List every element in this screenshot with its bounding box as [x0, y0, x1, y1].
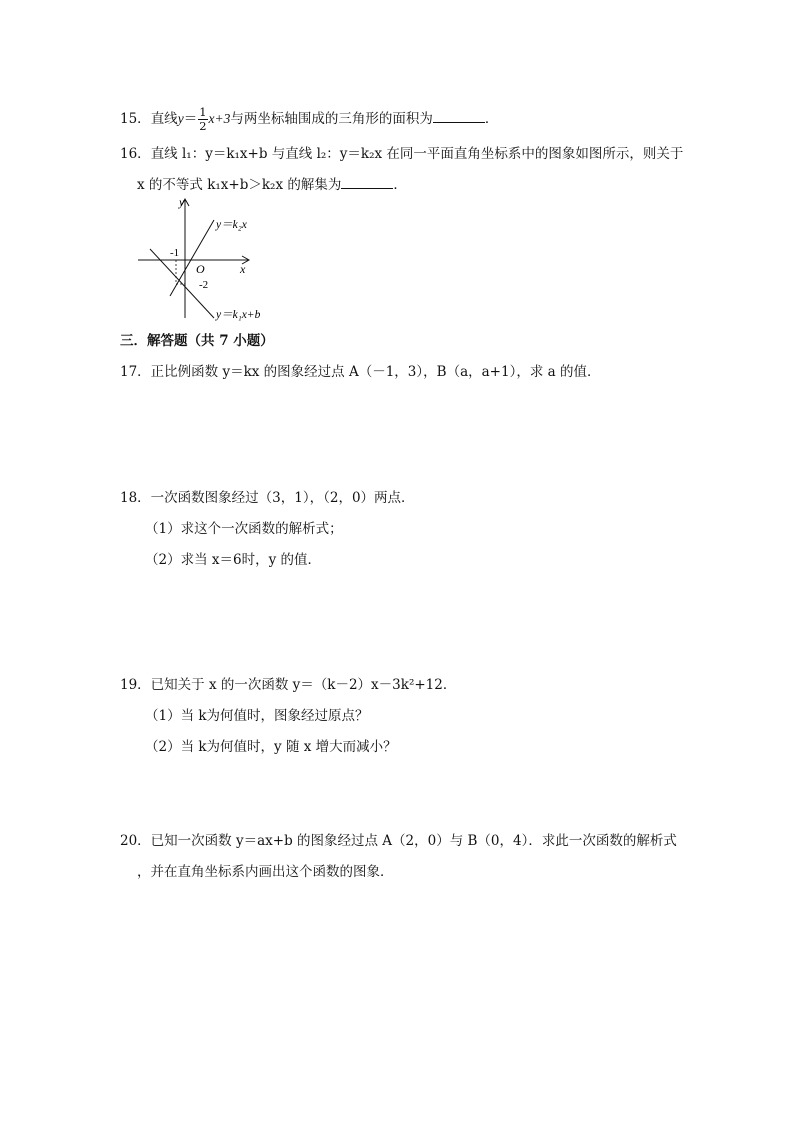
y-axis-label: y: [179, 195, 185, 209]
q16-line-2-end: ．: [393, 177, 407, 193]
q15-end: ．: [484, 111, 499, 127]
question-16-line-1: [120, 145, 683, 163]
question-18-part-2: （2）求当 x＝6时，y 的值．: [145, 552, 322, 568]
question-18-part-1: （1）求这个一次函数的解析式；: [145, 521, 343, 537]
q16-graph: [130, 194, 280, 324]
q15-frac-denominator: 2: [199, 119, 207, 133]
q15-eq-sign: ＝: [183, 111, 198, 127]
question-15: [120, 106, 498, 133]
line-l1-label: y＝k₁x+b: [216, 309, 261, 321]
q15-answer-blank: [433, 110, 485, 123]
q16-answer-blank: [341, 176, 393, 189]
q15-text-2: 与两坐标轴围成的三角形的面积为: [230, 111, 433, 127]
question-20-line-2: ，并在直角坐标系内画出这个函数的图象．: [137, 864, 394, 880]
q15-fraction: [198, 106, 207, 133]
q15-frac-numerator: 1: [199, 105, 207, 119]
x-axis-label: x: [240, 262, 246, 276]
question-19-part-1: （1）当 k为何值时，图象经过原点？: [145, 708, 369, 724]
q15-text-1: 直线: [150, 111, 178, 127]
line-l2-label: y＝k₂x: [216, 219, 247, 231]
section-3-heading: 三．解答题（共 7 小题）: [120, 333, 274, 349]
q15-eq-lhs: y: [177, 111, 184, 126]
q15-eq-rest: x+3: [208, 111, 231, 126]
question-16-line-2: [137, 176, 407, 194]
q16-number: 16．: [120, 146, 151, 162]
tick-label-x: -1: [170, 247, 180, 259]
q15-number: 15．: [120, 111, 151, 127]
question-19-stem: 19．已知关于 x 的一次函数 y＝（k－2）x－3k²+12．: [120, 677, 457, 693]
question-20-line-1: 20．已知一次函数 y＝ax+b 的图象经过点 A（2，0）与 B（0，4）．求此一次函数的解析式: [120, 833, 677, 849]
q16-line-1-text: 直线 l₁：y＝k₁x+b 与直线 l₂：y＝k₂x 在同一平面直角坐标系中的图象如图所示，则关于: [150, 146, 684, 162]
question-19-part-2: （2）当 k为何值时，y 随 x 增大而减小？: [145, 739, 397, 755]
question-17: 17．正比例函数 y＝kx 的图象经过点 A（－1，3），B（a，a+1），求 a 的值．: [120, 364, 601, 380]
question-18-stem: 18．一次函数图象经过（3，1），（2，0）两点．: [120, 490, 415, 506]
origin-label: O: [196, 262, 205, 276]
q16-line-2-text: x 的不等式 k₁x+b＞k₂x 的解集为: [137, 177, 342, 193]
tick-label-y: -2: [199, 279, 209, 291]
